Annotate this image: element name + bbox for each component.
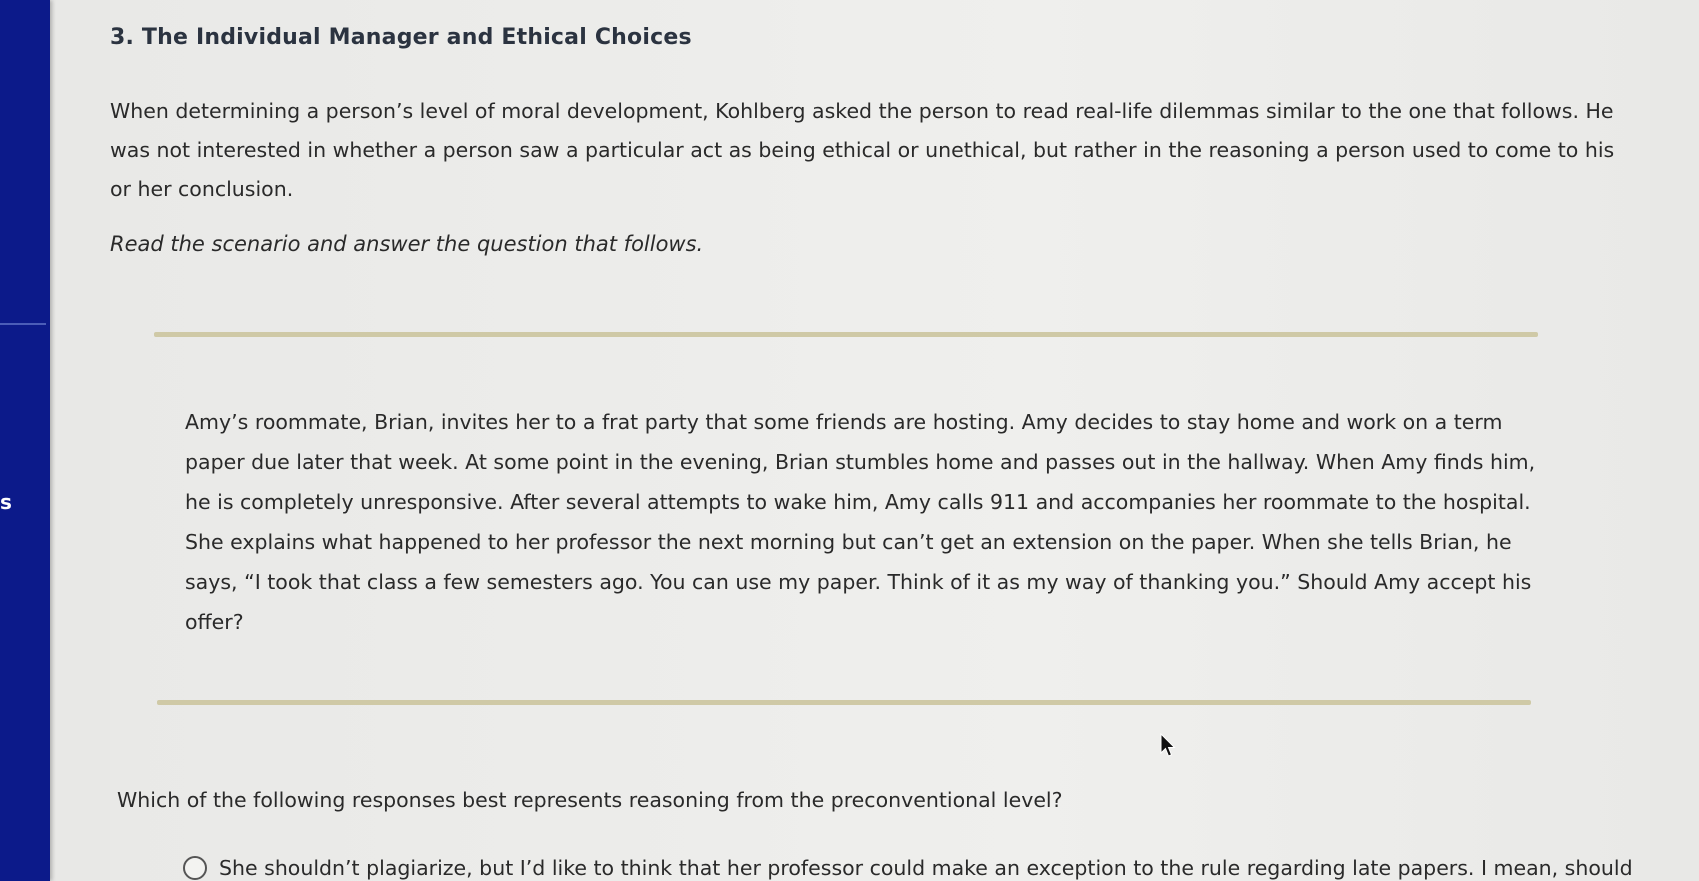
intro-paragraph: When determining a person’s level of moral development, Kohlberg asked the person to read real-life dilemmas similar to the one that follows. He was not interested in whether a person saw a particular act as being ethical or unethical, but rather in the reasoning a person used to come to his or her conclusion. (110, 99, 1615, 201)
mouse-pointer-icon (1160, 733, 1176, 759)
scenario-text: Amy’s roommate, Brian, invites her to a frat party that some friends are hosting. Amy decides to stay home and work on a term paper due later that week. At some point in the evening, Brian stumbles home and passes out in the hallway. When Amy finds him, he is completely unresponsive. After several attempts to wake him, Amy calls 911 and accompanies her roommate to the hospital. She explains what happened to her professor the next morning but can’t get an extension on the paper. When she tells Brian, he says, “I took that class a few semesters ago. You can use my paper. Think of it as my way of thanking you.” Should Amy accept his offer? (185, 410, 1536, 634)
scenario-top-divider (154, 332, 1538, 337)
left-sidebar (0, 0, 50, 881)
radio-button[interactable] (183, 856, 207, 880)
scenario-bottom-divider (157, 700, 1531, 705)
answer-option-1[interactable] (183, 856, 1633, 880)
answer-option-label: She shouldn’t plagiarize, but I’d like to think that her professor could make an exception to the rule regarding late papers. I mean, should (219, 856, 1633, 880)
question-heading: 3. The Individual Manager and Ethical Choices (110, 25, 692, 50)
question-content (110, 0, 1650, 881)
question-prompt: Which of the following responses best represents reasoning from the preconventional level? (117, 788, 1063, 812)
sidebar-divider (0, 323, 46, 325)
sidebar-label: s (0, 490, 12, 514)
instruction-text: Read the scenario and answer the question that follows. (110, 232, 704, 256)
